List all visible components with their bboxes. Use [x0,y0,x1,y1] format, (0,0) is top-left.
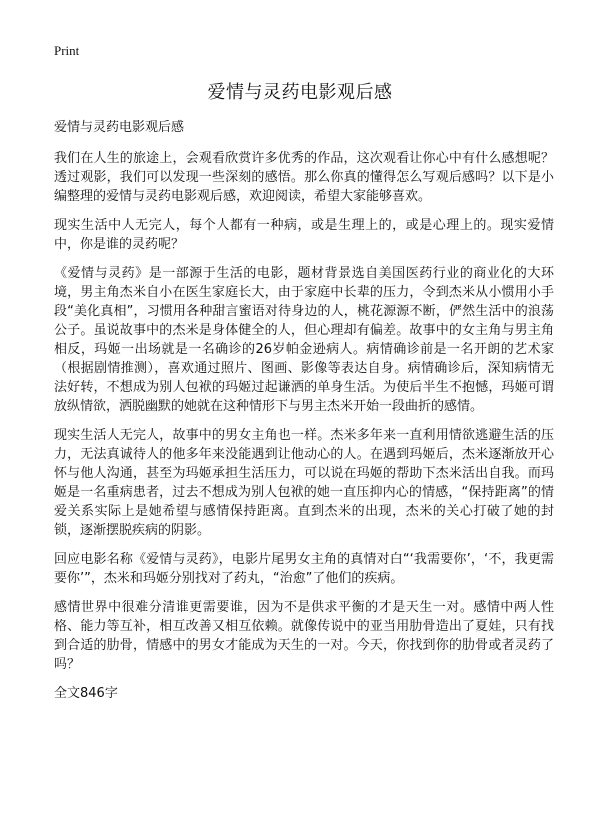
article-body [54,118,554,713]
print-link[interactable]: Print [54,43,80,58]
word-count: 全文846字 [54,686,118,701]
page-title: 爱情与灵药电影观后感 [207,82,393,103]
article-subtitle: 爱情与灵药电影观后感 [54,120,185,135]
paragraph-analysis: 现实生活人无完人，故事中的男女主角也一样。杰米多年来一直利用情欲逃避生活的压力，无法真诚待人的他多年来没能遇到让他动心的人。在遇到玛姬后，杰米逐渐放开心怀与他人沟通，甚至为玛姬承担生活压力，可以说在玛姬的帮助下杰米活出自我。而玛姬是一名重病患者，过去不想成为别人包袱的她一直压抑内心的情感，“保持距离”的情爱关系实际上是她希望与感情保持距离。直到杰米的出现，杰米的关心打破了她的封锁，逐渐摆脱疾病的阴影。 [54,428,554,538]
paragraph-ending: 回应电影名称《爱情与灵药》，电影片尾男女主角的真情对白“‘我需要你’，‘不，我更需要你’”，杰米和玛姬分别找对了药丸，“治愈”了他们的疾病。 [54,552,554,586]
paragraph-synopsis: 《爱情与灵药》是一部源于生活的电影，题材背景选自美国医药行业的商业化的大环境，男主角杰米自小在医生家庭长大，由于家庭中长辈的压力，令到杰米从小惯用小手段“美化真相”，习惯用各种甜言蜜语对待身边的人，桃花源源不断，俨然生活中的浪荡公子。虽说故事中的杰米是身体健全的人，但心理却有偏差。故事中的女主角与男主角相反，玛姬一出场就是一名确诊的26岁帕金逊病人。病情确诊前是一名开朗的艺术家（根据剧情推测），喜欢通过照片、图画、影像等表达自身。病情确诊后，深知病情无法好转，不想成为别人包袱的玛姬过起谦洒的单身生活。为使后半生不抱憾，玛姬可谓放纵情欲，洒脱幽默的她就在这种情形下与男主杰米开始一段曲折的感情。 [54,266,554,414]
paragraph-question: 现实生活中人无完人，每个人都有一种病，或是生理上的，或是心理上的。现实爱情中，你是谁的灵药呢？ [54,218,554,252]
paragraph-intro: 我们在人生的旅途上，会观看欣赏许多优秀的作品，这次观看让你心中有什么感想呢？透过观影，我们可以发现一些深刻的感悟。那么你真的懂得怎么写观后感吗？以下是小编整理的爱情与灵药电影观后感，欢迎阅读，希望大家能够喜欢。 [54,151,554,204]
paragraph-conclusion: 感情世界中很难分清谁更需要谁，因为不是供求平衡的才是天生一对。感情中两人性格、能力等互补，相互改善又相互依赖。就像传说中的亚当用肋骨造出了夏娃，只有找到合适的肋骨，情感中的男女才能成为天生的一对。今天，你找到你的肋骨或者灵药了吗？ [54,600,554,672]
